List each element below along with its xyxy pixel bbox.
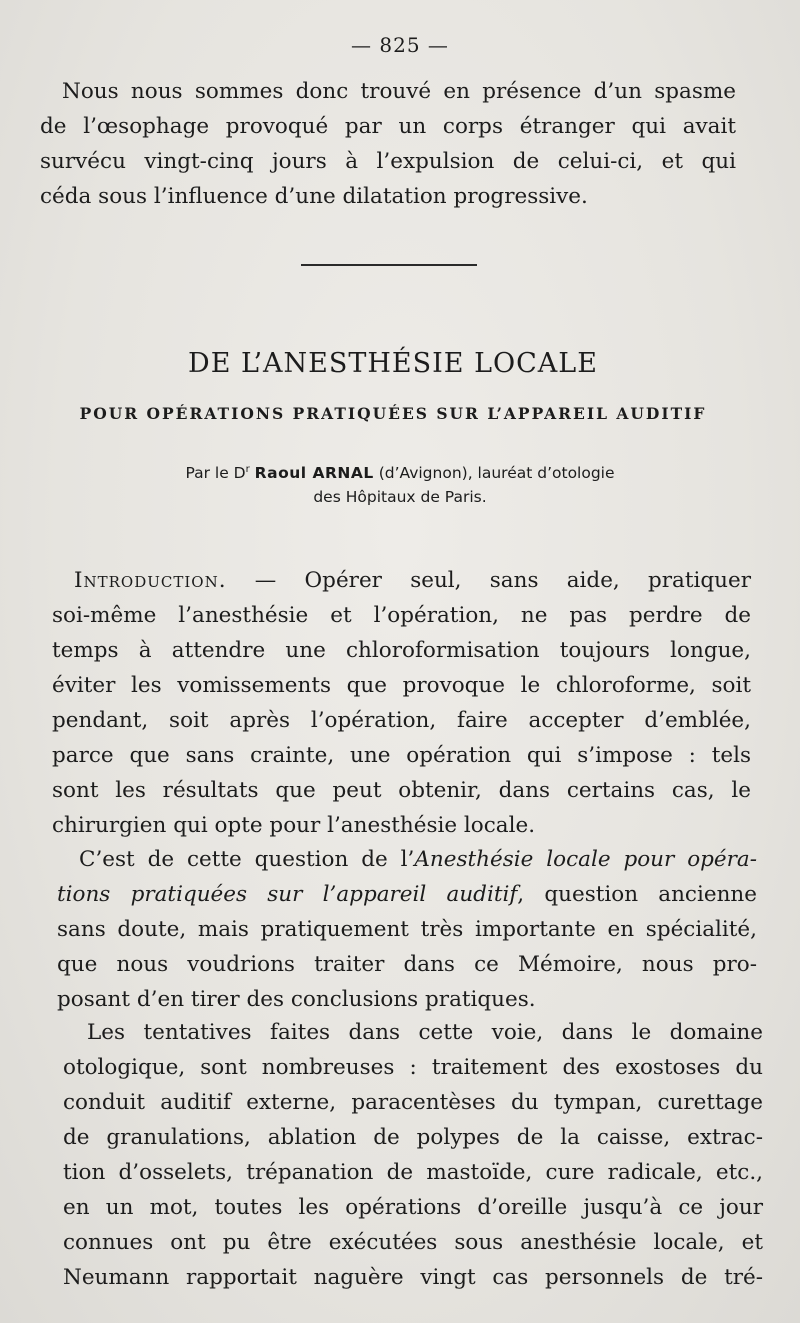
text-line: Introduction. — Opérer seul, sans aide, pratiquer <box>74 568 751 593</box>
section-divider <box>301 264 477 266</box>
text-line: de granulations, ablation de polypes de la caisse, extrac- <box>63 1125 763 1150</box>
byline-prefix: Par le D <box>185 464 246 483</box>
text-line: parce que sans crainte, une opération qui s’impose : tels <box>52 743 751 768</box>
author-name: Raoul ARNAL <box>254 464 374 483</box>
text-line: sans doute, mais pratiquement très importante en spécialité, <box>57 917 757 942</box>
text-line: posant d’en tirer des conclusions pratiques. <box>57 987 536 1012</box>
body-paragraph-3 <box>63 1015 763 1295</box>
author-byline <box>0 458 800 509</box>
text-line: otologique, sont nombreuses : traitement des exostoses du <box>63 1055 763 1080</box>
article-subtitle: POUR OPÉRATIONS PRATIQUÉES SUR L’APPAREIL AUDITIF <box>79 404 707 423</box>
page-number: — 825 — <box>351 33 449 57</box>
italic-title-fragment: Anesthésie locale pour opéra- <box>414 847 757 872</box>
text-line: Neumann rapportait naguère vingt cas personnels de tré- <box>63 1265 763 1290</box>
text-line: Nous nous sommes donc trouvé en présence d’un spasme <box>62 79 736 104</box>
text-line: C’est de cette question de l’Anesthésie locale pour opéra- <box>79 847 757 872</box>
text-line: Les tentatives faites dans cette voie, dans le domaine <box>87 1020 763 1045</box>
introduction-heading: Introduction. <box>74 568 227 593</box>
text-line: pendant, soit après l’opération, faire accepter d’emblée, <box>52 708 751 733</box>
text-line: que nous voudrions traiter dans ce Mémoire, nous pro- <box>57 952 757 977</box>
text-line: de l’œsophage provoqué par un corps étranger qui avait <box>40 114 736 139</box>
previous-article-closing-paragraph <box>40 74 736 214</box>
text-line: survécu vingt-cinq jours à l’expulsion de celui-ci, et qui <box>40 149 736 174</box>
author-affiliation: (d’Avignon), lauréat d’otologie <box>378 464 615 483</box>
text-line: tions pratiquées sur l’appareil auditif, question ancienne <box>57 882 757 907</box>
byline-line-1 <box>0 458 800 485</box>
text-line: chirurgien qui opte pour l’anesthésie locale. <box>52 813 536 838</box>
text-line: céda sous l’influence d’une dilatation progressive. <box>40 184 588 209</box>
introduction-paragraph <box>52 563 751 843</box>
byline-prefix-superscript: r <box>245 464 250 475</box>
body-paragraph-2 <box>57 842 757 1017</box>
text-line: soi-même l’anesthésie et l’opération, ne pas perdre de <box>52 603 751 628</box>
text-line: temps à attendre une chloroformisation toujours longue, <box>52 638 751 663</box>
text-line: conduit auditif externe, paracentèses du tympan, curettage <box>63 1090 763 1115</box>
byline-line-2: des Hôpitaux de Paris. <box>313 488 487 507</box>
text-line: en un mot, toutes les opérations d’oreille jusqu’à ce jour <box>63 1195 763 1220</box>
text-line: sont les résultats que peut obtenir, dans certains cas, le <box>52 778 751 803</box>
text-line: éviter les vomissements que provoque le chloroforme, soit <box>52 673 751 698</box>
text-line: tion d’osselets, trépanation de mastoïde, cure radicale, etc., <box>63 1160 763 1185</box>
italic-title-fragment: tions pratiquées sur l’appareil auditif <box>57 882 518 907</box>
article-title: DE L’ANESTHÉSIE LOCALE <box>188 348 598 379</box>
text-line: connues ont pu être exécutées sous anesthésie locale, et <box>63 1230 763 1255</box>
